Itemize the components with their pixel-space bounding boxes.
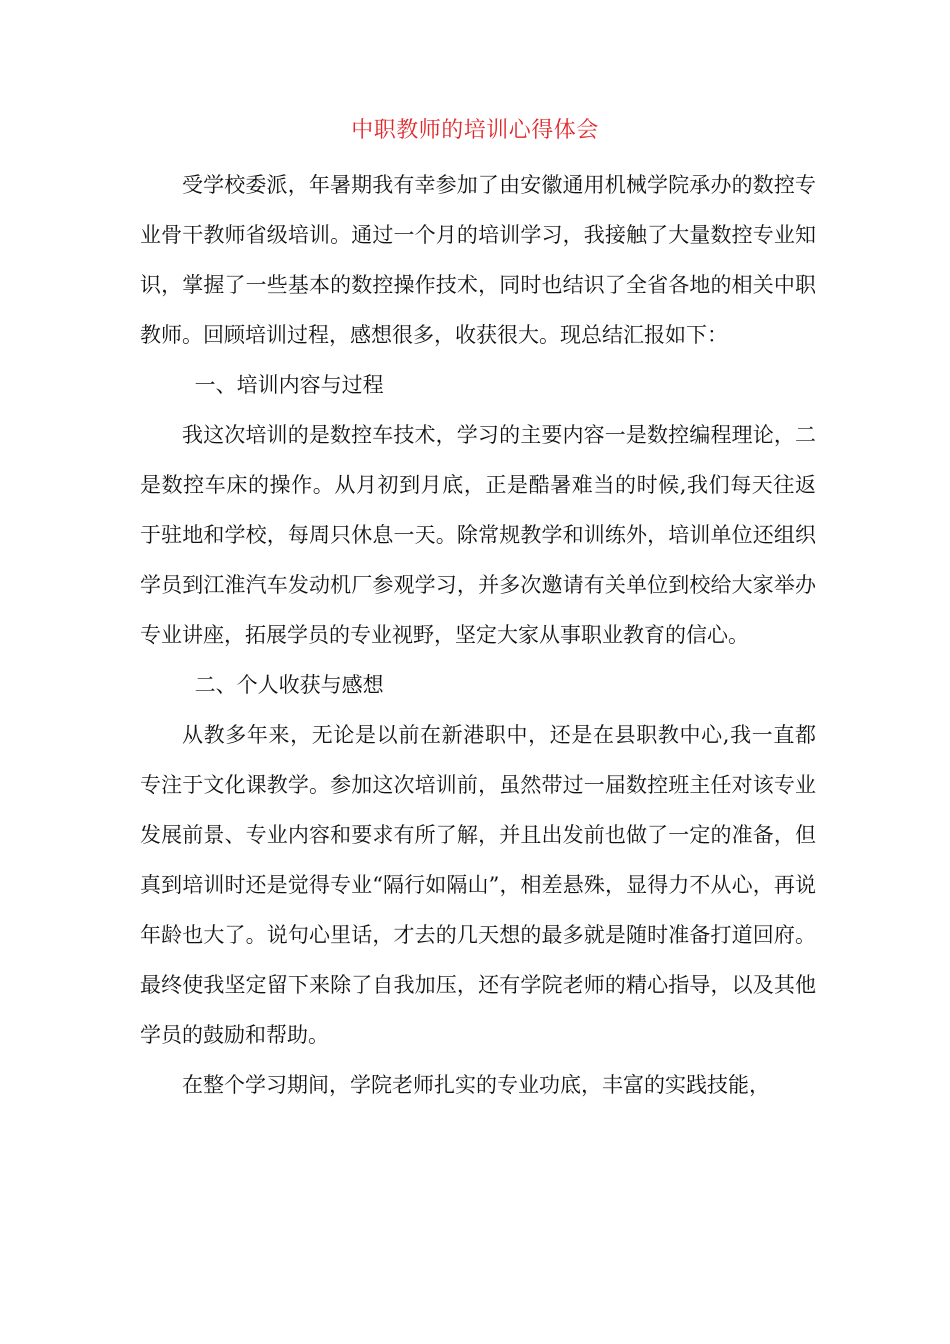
document-body <box>140 160 816 1110</box>
paragraph-personal-gains: 从教多年来，无论是以前在新港职中，还是在县职教中心,我一直都专注于文化课教学。参加这次培训前，虽然带过一届数控班主任对该专业发展前景、专业内容和要求有所了解，并且出发前也做了一定的准备，但真到培训时还是觉得专业“隔行如隔山”，相差悬殊，显得力不从心，再说年龄也大了。说句心里话，才去的几天想的最多就是随时准备打道回府。最终使我坚定留下来除了自我加压，还有学院老师的精心指导，以及其他学员的鼓励和帮助。 <box>140 723 816 1047</box>
paragraph-training-content: 我这次培训的是数控车技术，学习的主要内容一是数控编程理论，二是数控车床的操作。从月初到月底，正是酷暑难当的时候,我们每天往返于驻地和学校，每周只休息一天。除常规教学和训练外，培训单位还组织学员到江淮汽车发动机厂参观学习，并多次邀请有关单位到校给大家举办专业讲座，拓展学员的专业视野，坚定大家从事职业教育的信心。 <box>140 423 816 647</box>
section-heading-training-content: 一、培训内容与过程 <box>194 373 384 397</box>
paragraph-study-period: 在整个学习期间，学院老师扎实的专业功底，丰富的实践技能， <box>182 1073 770 1097</box>
section-heading-personal-gains: 二、个人收获与感想 <box>194 673 384 697</box>
document-title: 中职教师的培训心得体会 <box>351 118 599 143</box>
paragraph-intro: 受学校委派，年暑期我有幸参加了由安徽通用机械学院承办的数控专业骨干教师省级培训。通过一个月的培训学习，我接触了大量数控专业知识，掌握了一些基本的数控操作技术，同时也结识了全省各地的相关中职教师。回顾培训过程，感想很多，收获很大。现总结汇报如下： <box>140 173 816 347</box>
